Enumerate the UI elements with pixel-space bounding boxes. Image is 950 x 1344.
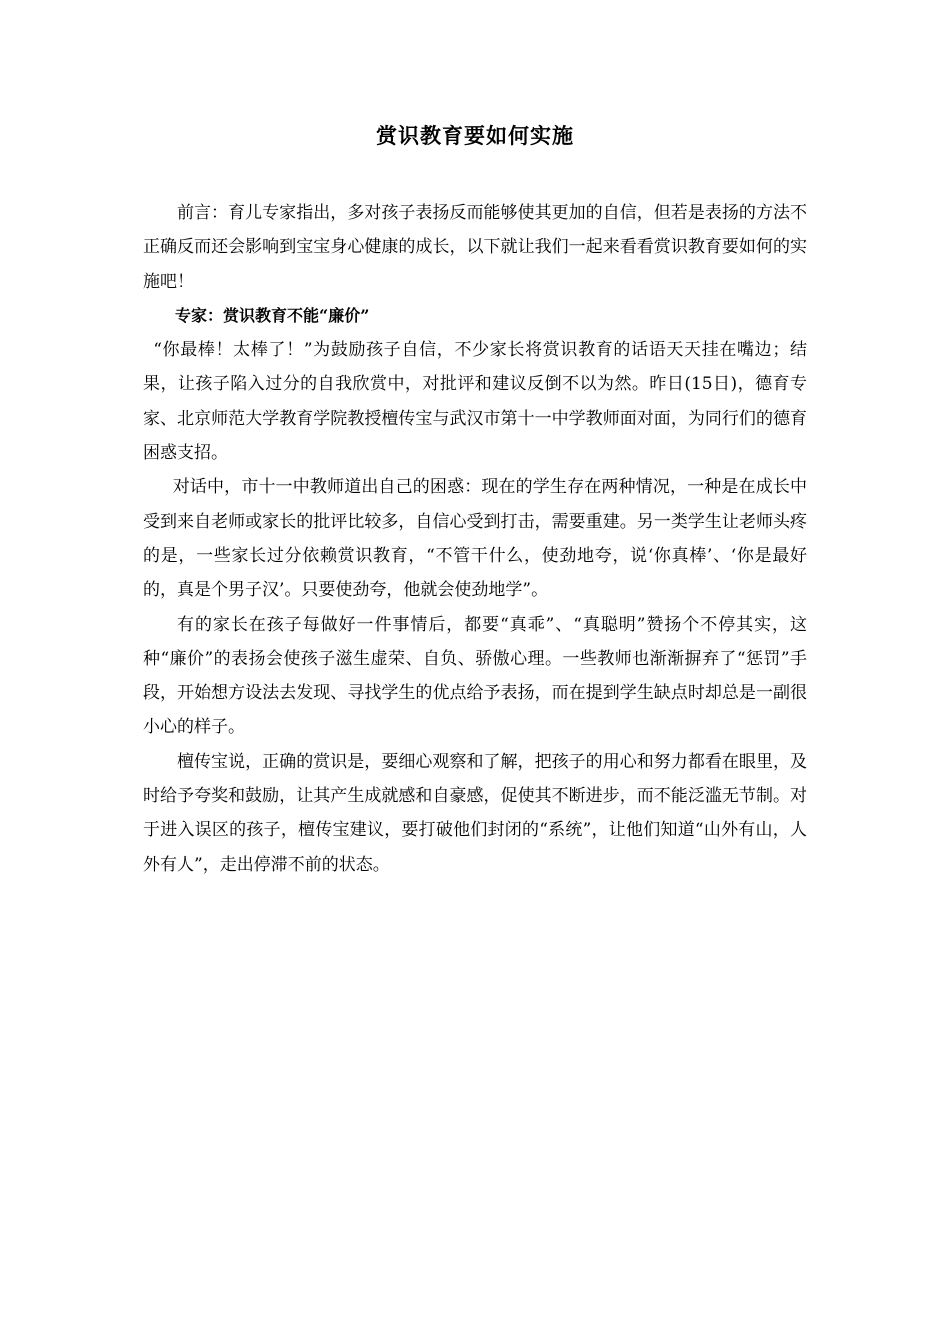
document-title: 赏识教育要如何实施 [376, 123, 574, 148]
paragraph-cheap-praise: 有的家长在孩子每做好一件事情后，都要“真乖”、“真聪明”赞扬个不停其实，这种“廉价”的表扬会使孩子滋生虚荣、自负、骄傲心理。一些教师也渐渐摒弃了“惩罚”手段，开始想方设法去发现、寻找学生的优点给予表扬，而在提到学生缺点时却总是一副很小心的样子。 [143, 614, 807, 738]
paragraph-preface: 前言：育儿专家指出，多对孩子表扬反而能够使其更加的自信，但若是表扬的方法不正确反而还会影响到宝宝身心健康的成长，以下就让我们一起来看看赏识教育要如何的实施吧！ [143, 203, 807, 292]
paragraph-correct-appreciation: 檀传宝说，正确的赏识是，要细心观察和了解，把孩子的用心和努力都看在眼里，及时给予夸奖和鼓励，让其产生成就感和自豪感，促使其不断进步，而不能泛滥无节制。对于进入误区的孩子，檀传宝建议，要打破他们封闭的“系统”，让他们知道“山外有山，人外有人”，走出停滞不前的状态。 [143, 751, 807, 875]
paragraph-quote-intro: “你最棒！太棒了！”为鼓励孩子自信，不少家长将赏识教育的话语天天挂在嘴边；结果，让孩子陷入过分的自我欣赏中，对批评和建议反倒不以为然。昨日(15日)，德育专家、北京师范大学教育学院教授檀传宝与武汉市第十一中学教师面对面，为同行们的德育困惑支招。 [143, 340, 807, 464]
document-body [143, 196, 807, 882]
paragraph-dialogue: 对话中，市十一中教师道出自己的困惑：现在的学生存在两种情况，一种是在成长中受到来自老师或家长的批评比较多，自信心受到打击，需要重建。另一类学生让老师头疼的是，一些家长过分依赖赏识教育，“不管干什么，使劲地夸，说‘你真棒’、‘你是最好的，真是个男子汉’。只要使劲夸，他就会使劲地学”。 [143, 477, 807, 601]
section-heading: 专家：赏识教育不能“廉价” [175, 305, 370, 325]
